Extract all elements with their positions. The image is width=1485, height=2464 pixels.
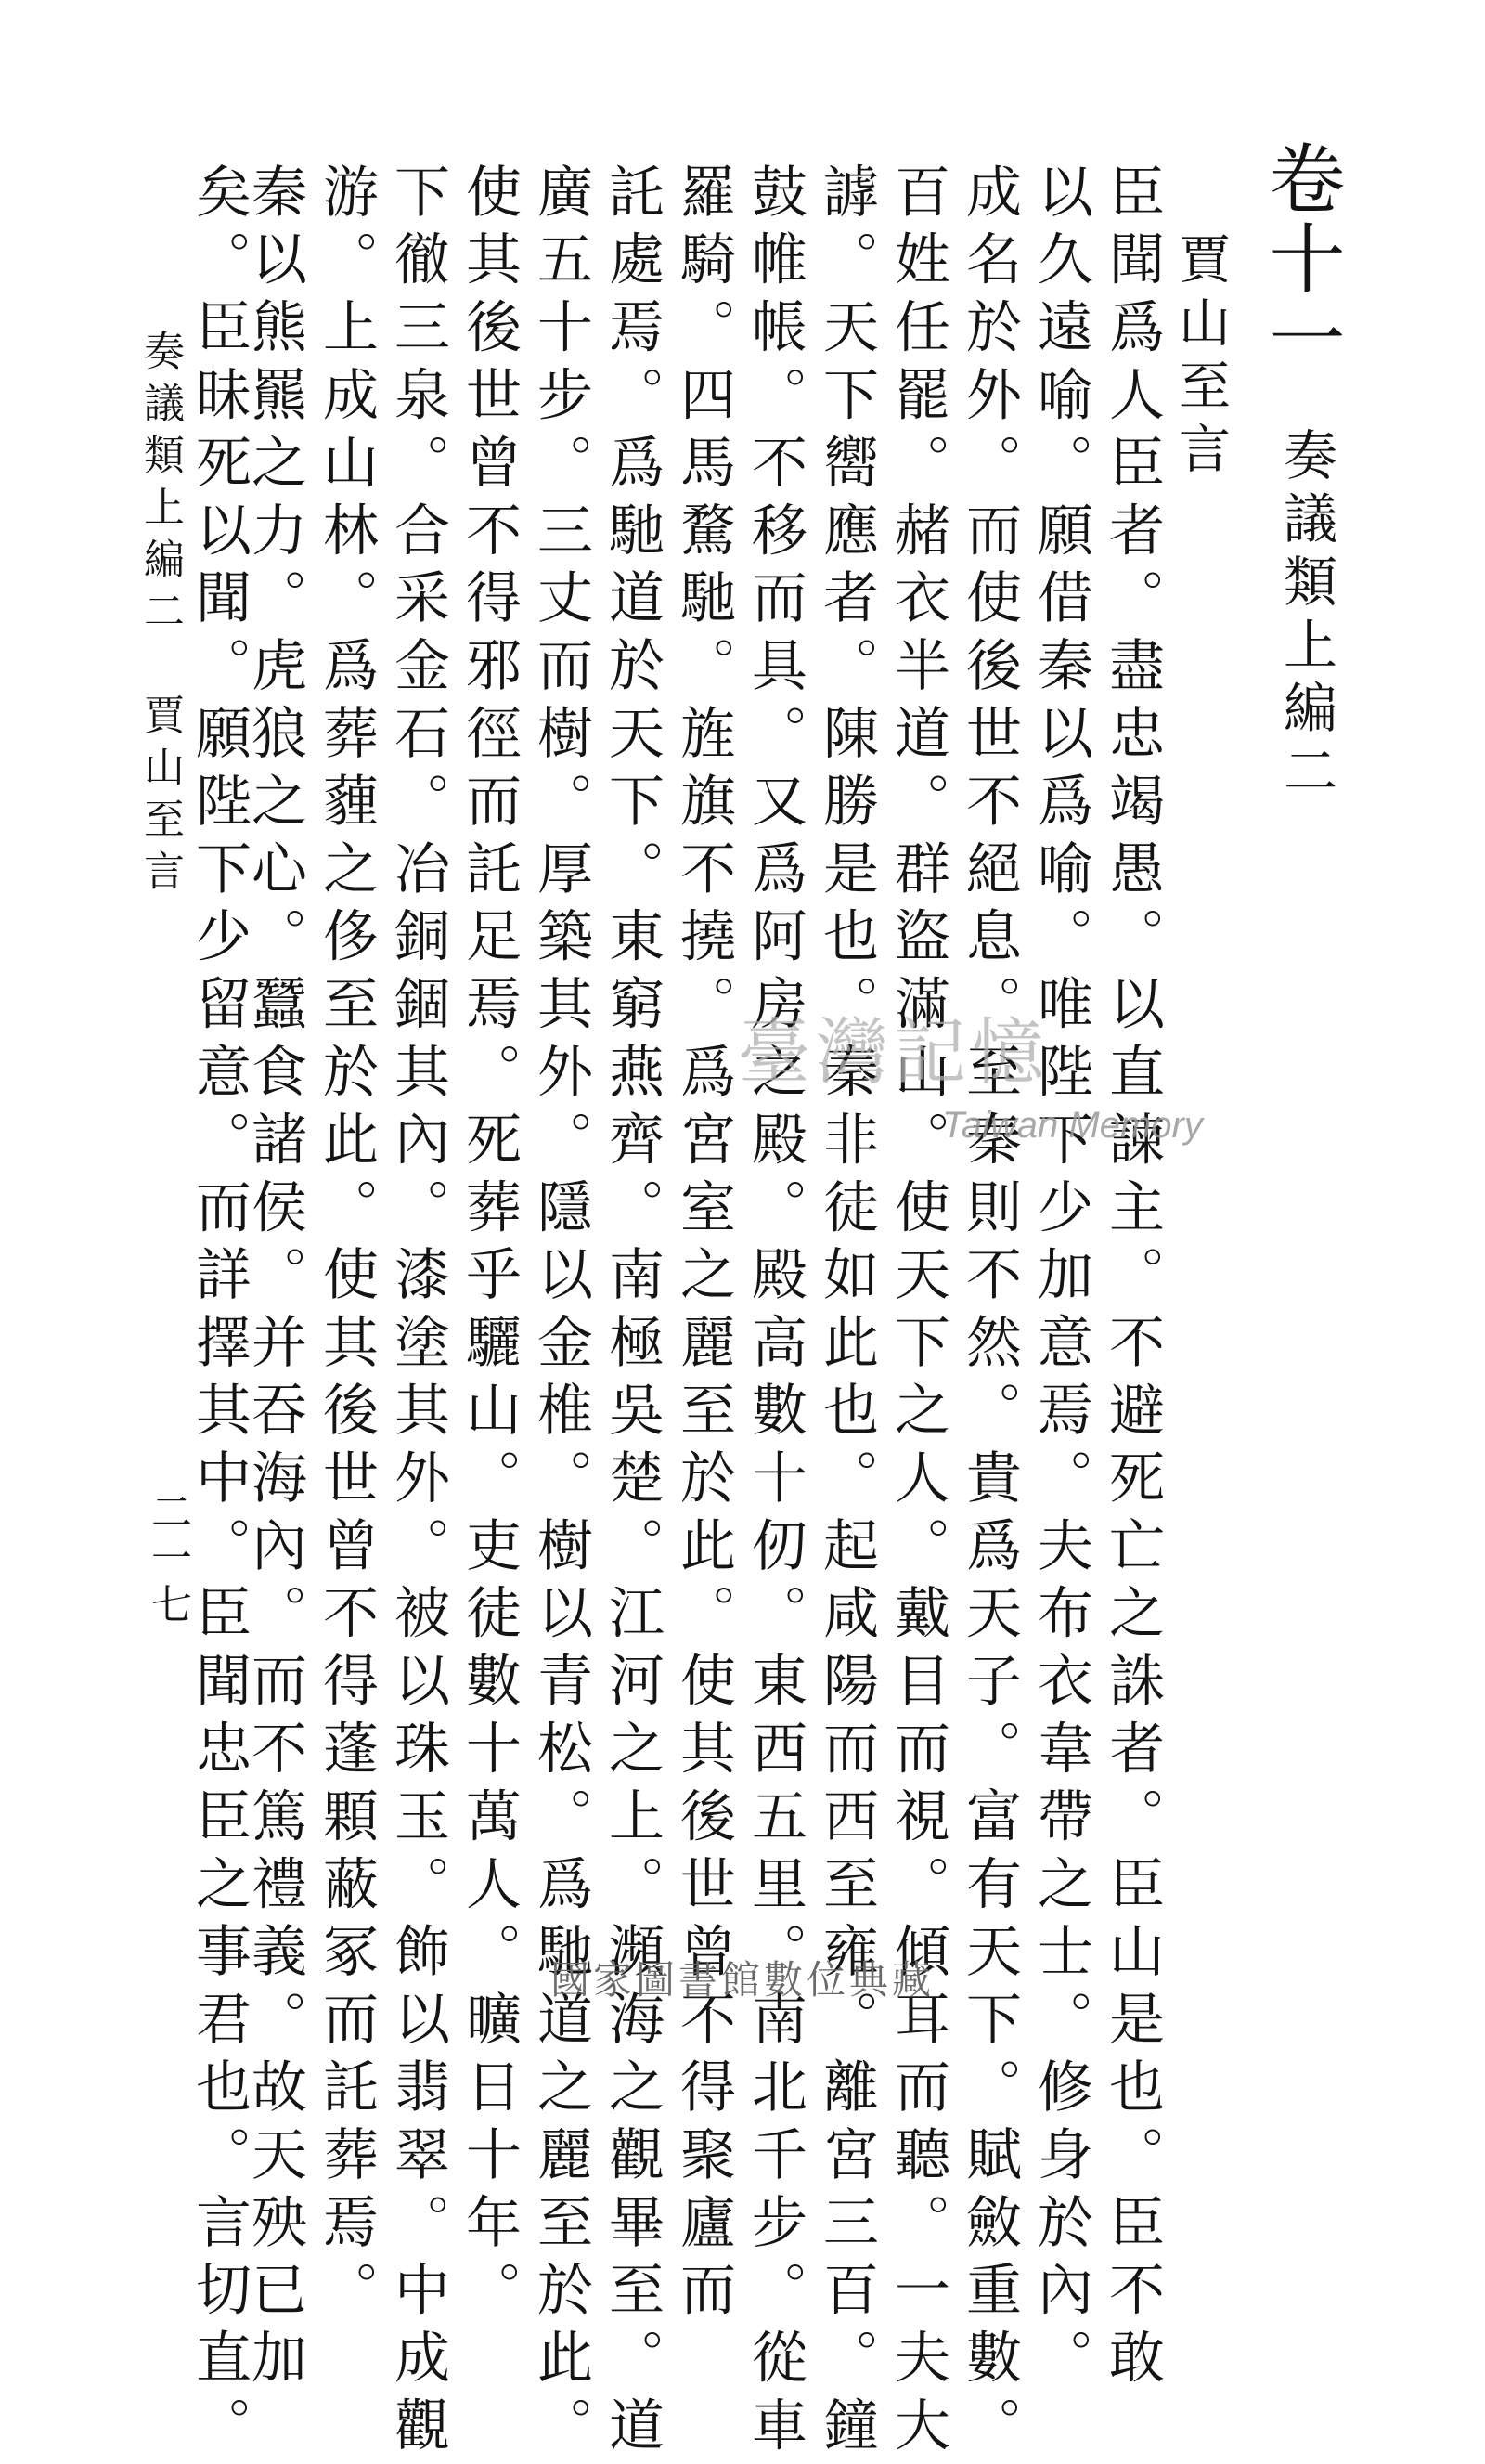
running-title: 奏議類上編二 賈山至言 <box>136 330 184 901</box>
text-column: 託處焉。爲馳道於天下。東窮燕齊。南極吳楚。江河之上。瀕海之觀畢至。道 <box>600 162 665 2464</box>
page-number: 二一七 <box>144 1490 191 1629</box>
text-column: 謼。天下嚮應者。陳勝是也。秦非徒如此也。起咸陽而西至雍。離宮三百。鐘 <box>814 162 879 2464</box>
watermark-subtitle: Taiwan Memory <box>942 1105 1203 1146</box>
text-column: 羅騎。四馬騖馳。旌旗不撓。爲宮室之麗至於此。使其後世曾不得聚廬而 <box>671 162 736 2328</box>
text-column: 矣。臣昧死以聞。願陛下少留意。而詳擇其中。臣聞忠臣之事君也。言切直。 <box>187 162 252 2464</box>
text-column: 廣五十步。三丈而樹。厚築其外。隱以金椎。樹以青松。爲馳道之麗至於此。 <box>528 162 593 2464</box>
text-column: 使其後世曾不得邪徑而託足焉。死葬乎驪山。吏徒數十萬人。曠日十年。 <box>457 162 522 2328</box>
text-column: 以久遠喻。願借秦以爲喻。唯陛下少加意焉。夫布衣韋帶之士。修身於內。 <box>1028 162 1093 2396</box>
text-column: 秦以熊羆之力。虎狼之心。蠶食諸侯。并吞海內。而不篤禮義。故天殃已加 <box>242 162 307 2396</box>
text-column: 下徹三泉。合采金石。冶銅錮其內。漆塗其外。被以珠玉。飾以翡翠。中成觀 <box>385 162 450 2464</box>
text-column: 游。上成山林。爲葬薶之侈至於此。使其後世曾不得蓬顆蔽冢而託葬焉。 <box>314 162 379 2328</box>
library-credit: 國家圖書館數位典藏 <box>549 1957 935 2003</box>
text-column: 鼓帷帳。不移而具。又爲阿房之殿。殿高數十仞。東西五里。南北千步。從車 <box>742 162 807 2464</box>
text-column: 臣聞爲人臣者。盡忠竭愚。以直諫主。不避死亡之誅者。臣山是也。臣不敢 <box>1100 162 1165 2396</box>
watermark-logo: 臺灣記憶 <box>738 1011 1051 1095</box>
text-column: 成名於外。而使後世不絕息。至秦則不然。貴爲天子。富有天下。賦斂重數。 <box>957 162 1022 2464</box>
article-title: 賈山至言 <box>1170 232 1231 485</box>
series-heading: 奏議類上編二 <box>1274 427 1337 806</box>
chapter-heading: 卷十一 <box>1257 139 1345 379</box>
text-column: 百姓任罷。赭衣半道。群盜滿山。使天下之人。戴目而視。傾耳而聽。一夫大 <box>885 162 950 2464</box>
